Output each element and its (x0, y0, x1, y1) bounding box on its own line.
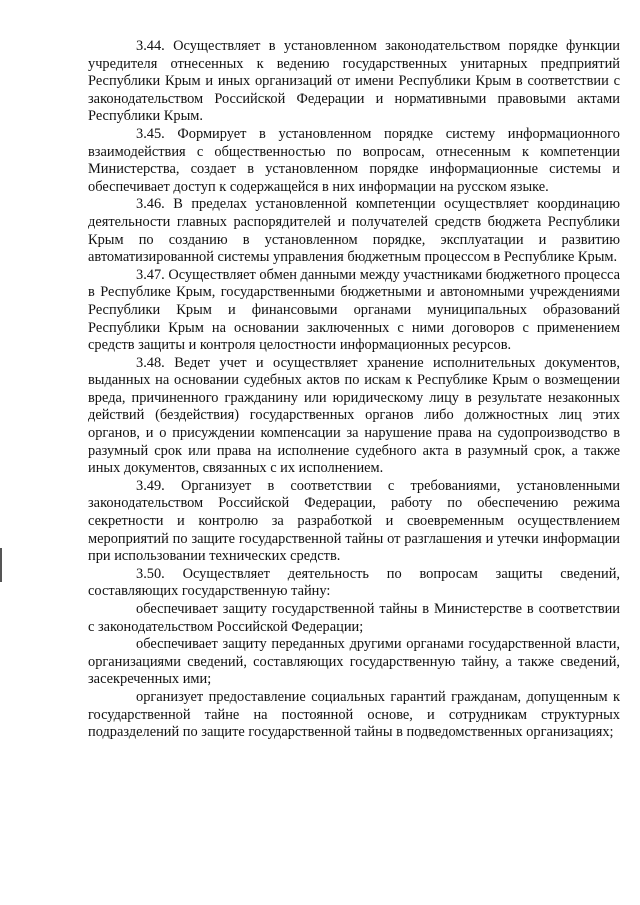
paragraph-3-44: 3.44. Осуществляет в установленном законодательством порядке функции учредителя отнесенных к ведению государственных унитарных предприятий Республики Крым и иных организаций от имени Республики Крым в соответствии с законодательством Российской Федерации и нормативными правовыми актами Республики Крым. (88, 38, 620, 125)
paragraph-3-48: 3.48. Ведет учет и осуществляет хранение исполнительных документов, выданных на основании судебных актов по искам к Республике Крым о возмещении вреда, причиненного гражданину или юридическому лицу в результате незаконных действий (бездействия) государственных органов либо должностных лиц этих органов, и о присуждении компенсации за нарушение права на судопроизводство в разумный срок или права на исполнение судебного акта в разумный срок, а также иных документов, связанных с их исполнением. (88, 354, 620, 477)
scan-edge-mark (0, 548, 2, 582)
paragraph-3-50-item-2: обеспечивает защиту переданных другими органами государственной власти, организациями сведений, составляющих государственную тайну, а также сведений, засекреченных ими; (88, 636, 620, 688)
paragraph-3-49: 3.49. Организует в соответствии с требованиями, установленными законодательством Российской Федерации, работу по обеспечению режима секретности и контролю за разработкой и своевременным осуществлением мероприятий по защите государственной тайны от разглашения и утечки информации при использовании технических средств. (88, 477, 620, 565)
paragraph-3-50: 3.50. Осуществляет деятельность по вопросам защиты сведений, составляющих государственную тайну: (88, 565, 620, 600)
paragraph-3-47: 3.47. Осуществляет обмен данными между участниками бюджетного процесса в Республике Крым, государственными бюджетными и автономными учреждениями Республики Крым и финансовыми органами муниципальных образований Республики Крым на основании заключенных с ними договоров с применением средств защиты и контроля целостности информационных ресурсов. (88, 266, 620, 354)
paragraph-3-50-item-3: организует предоставление социальных гарантий гражданам, допущенным к государственной тайне на постоянной основе, и сотрудникам структурных подразделений по защите государственной тайны в подведомственных организациях; (88, 688, 620, 741)
paragraph-3-46: 3.46. В пределах установленной компетенции осуществляет координацию деятельности главных распорядителей и получателей средств бюджета Республики Крым по созданию в установленном порядке, эксплуатации и развитию автоматизированной системы управления бюджетным процессом в Республике Крым. (88, 196, 620, 266)
paragraph-3-45: 3.45. Формирует в установленном порядке систему информационного взаимодействия с общественностью по вопросам, отнесенным к компетенции Министерства, создает в установленном порядке информационные системы и обеспечивает доступ к содержащейся в них информации на русском языке. (88, 125, 620, 195)
paragraph-3-50-item-1: обеспечивает защиту государственной тайны в Министерстве в соответствии с законодательством Российской Федерации; (88, 601, 620, 635)
